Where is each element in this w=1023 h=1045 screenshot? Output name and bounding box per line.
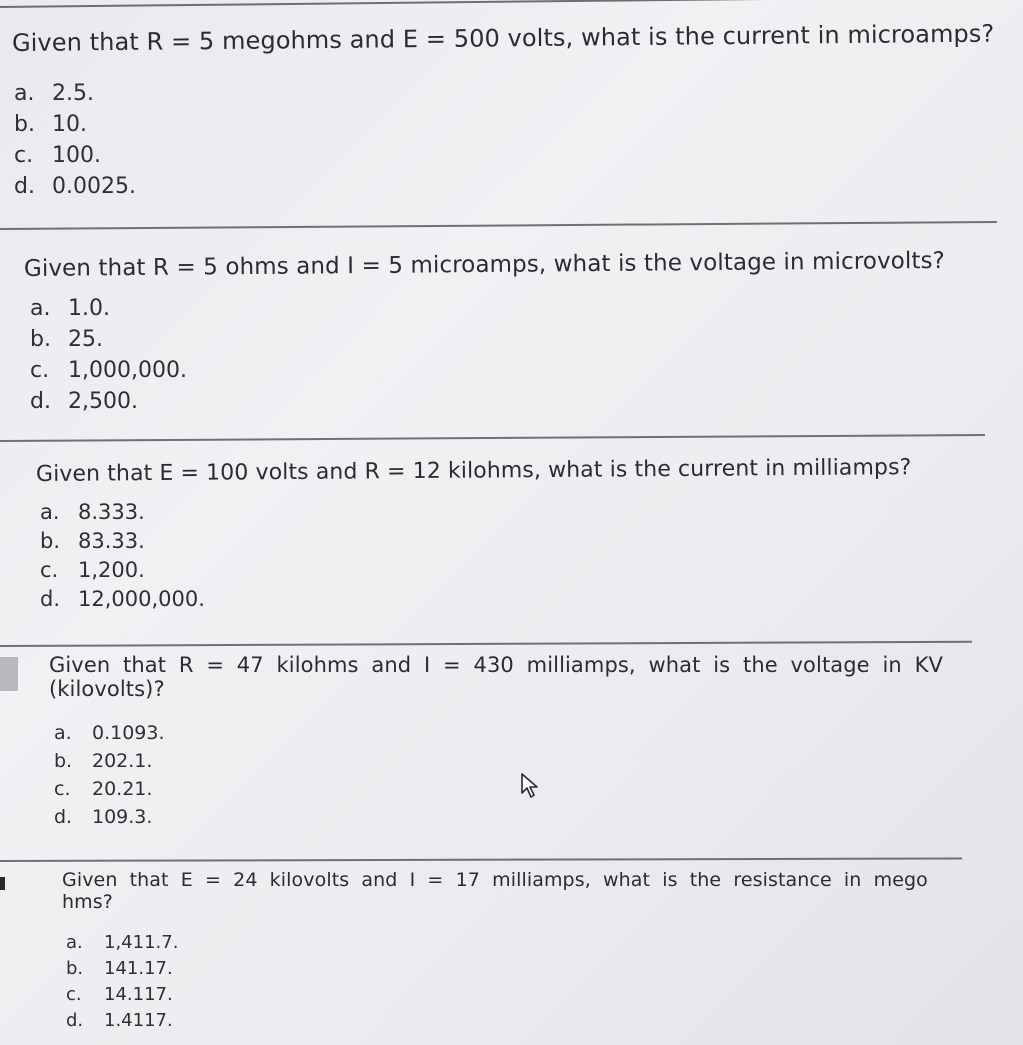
option-value: 0.1093.	[92, 722, 165, 744]
option-value: 202.1.	[92, 750, 153, 772]
option-value: 1,411.7.	[104, 932, 179, 953]
option-letter: d.	[66, 1010, 84, 1031]
option-value: 8.333.	[78, 500, 145, 524]
question-4	[0, 645, 1023, 860]
option-letter: d.	[14, 174, 35, 199]
question-1	[0, 14, 1023, 228]
question-3-text: Given that E = 100 volts and R = 12 kilohms, what is the current in milliamps?	[35, 455, 912, 487]
option-value: 1,000,000.	[68, 358, 187, 383]
option-value: 109.3.	[92, 806, 153, 828]
question-1-option-d[interactable]	[14, 171, 136, 202]
option-letter: c.	[40, 558, 59, 582]
question-2-option-b[interactable]	[30, 324, 187, 355]
option-letter: d.	[40, 587, 61, 611]
option-letter: b.	[30, 327, 51, 352]
option-letter: c.	[14, 143, 34, 168]
option-letter: b.	[40, 529, 61, 553]
question-2-option-a[interactable]	[30, 293, 187, 324]
question-3-option-a[interactable]	[40, 498, 205, 527]
option-letter: a.	[54, 722, 72, 744]
option-letter: a.	[66, 932, 83, 953]
option-letter: b.	[66, 958, 84, 979]
question-2-option-c[interactable]	[30, 355, 187, 386]
question-1-text: Given that R = 5 megohms and E = 500 volts, what is the current in microamps?	[11, 19, 995, 57]
question-2-text: Given that R = 5 ohms and I = 5 microamps, what is the voltage in microvolts?	[23, 247, 946, 282]
option-value: 141.17.	[104, 958, 173, 979]
question-2-option-d[interactable]	[30, 386, 187, 417]
option-letter: b.	[54, 750, 73, 772]
option-value: 2.5.	[52, 81, 94, 106]
question-2	[0, 228, 1023, 440]
left-margin-marker	[0, 657, 18, 691]
option-value: 1,200.	[78, 558, 145, 582]
question-1-option-b[interactable]	[14, 109, 136, 140]
question-3-option-b[interactable]	[40, 527, 205, 556]
question-3-option-d[interactable]	[40, 585, 205, 614]
mouse-pointer-icon	[520, 773, 542, 799]
option-letter: b.	[14, 112, 35, 137]
option-value: 25.	[68, 327, 103, 352]
option-letter: a.	[14, 81, 35, 106]
option-letter: c.	[30, 358, 50, 383]
question-4-option-d[interactable]	[54, 803, 165, 831]
option-value: 12,000,000.	[78, 587, 205, 611]
question-4-options	[54, 719, 165, 831]
question-1-option-c[interactable]	[14, 140, 136, 171]
question-5-options	[66, 930, 178, 1034]
question-5-text: Given that E = 24 kilovolts and I = 17 milliamps, what is the resistance in mego hms?	[62, 869, 928, 913]
option-letter: a.	[30, 296, 51, 321]
option-value: 0.0025.	[52, 174, 136, 199]
option-value: 83.33.	[78, 529, 145, 553]
question-5-option-c[interactable]	[66, 982, 178, 1008]
option-value: 1.4117.	[104, 1010, 173, 1031]
question-3	[0, 440, 1023, 645]
question-3-options	[40, 498, 205, 614]
question-5	[0, 860, 1023, 1045]
question-5-option-b[interactable]	[66, 956, 178, 982]
question-4-option-c[interactable]	[54, 775, 165, 803]
question-4-option-a[interactable]	[54, 719, 165, 747]
option-value: 100.	[52, 143, 101, 168]
question-5-option-d[interactable]	[66, 1008, 178, 1034]
top-divider	[0, 0, 1023, 8]
option-value: 2,500.	[68, 389, 138, 414]
option-value: 20.21.	[92, 778, 153, 800]
option-value: 1.0.	[68, 296, 110, 321]
left-edge-mark	[0, 877, 5, 890]
option-letter: c.	[54, 778, 71, 800]
question-1-option-a[interactable]	[14, 78, 136, 109]
option-letter: a.	[40, 500, 60, 524]
option-letter: c.	[66, 984, 82, 1005]
question-2-options	[30, 293, 187, 417]
question-4-text: Given that R = 47 kilohms and I = 430 milliamps, what is the voltage in KV (kilovolts)?	[49, 653, 943, 702]
option-value: 14.117.	[104, 984, 173, 1005]
question-5-option-a[interactable]	[66, 930, 178, 956]
option-letter: d.	[30, 389, 51, 414]
question-1-options	[14, 78, 136, 202]
question-4-option-b[interactable]	[54, 747, 165, 775]
question-3-option-c[interactable]	[40, 556, 205, 585]
option-value: 10.	[52, 112, 87, 137]
option-letter: d.	[54, 806, 73, 828]
